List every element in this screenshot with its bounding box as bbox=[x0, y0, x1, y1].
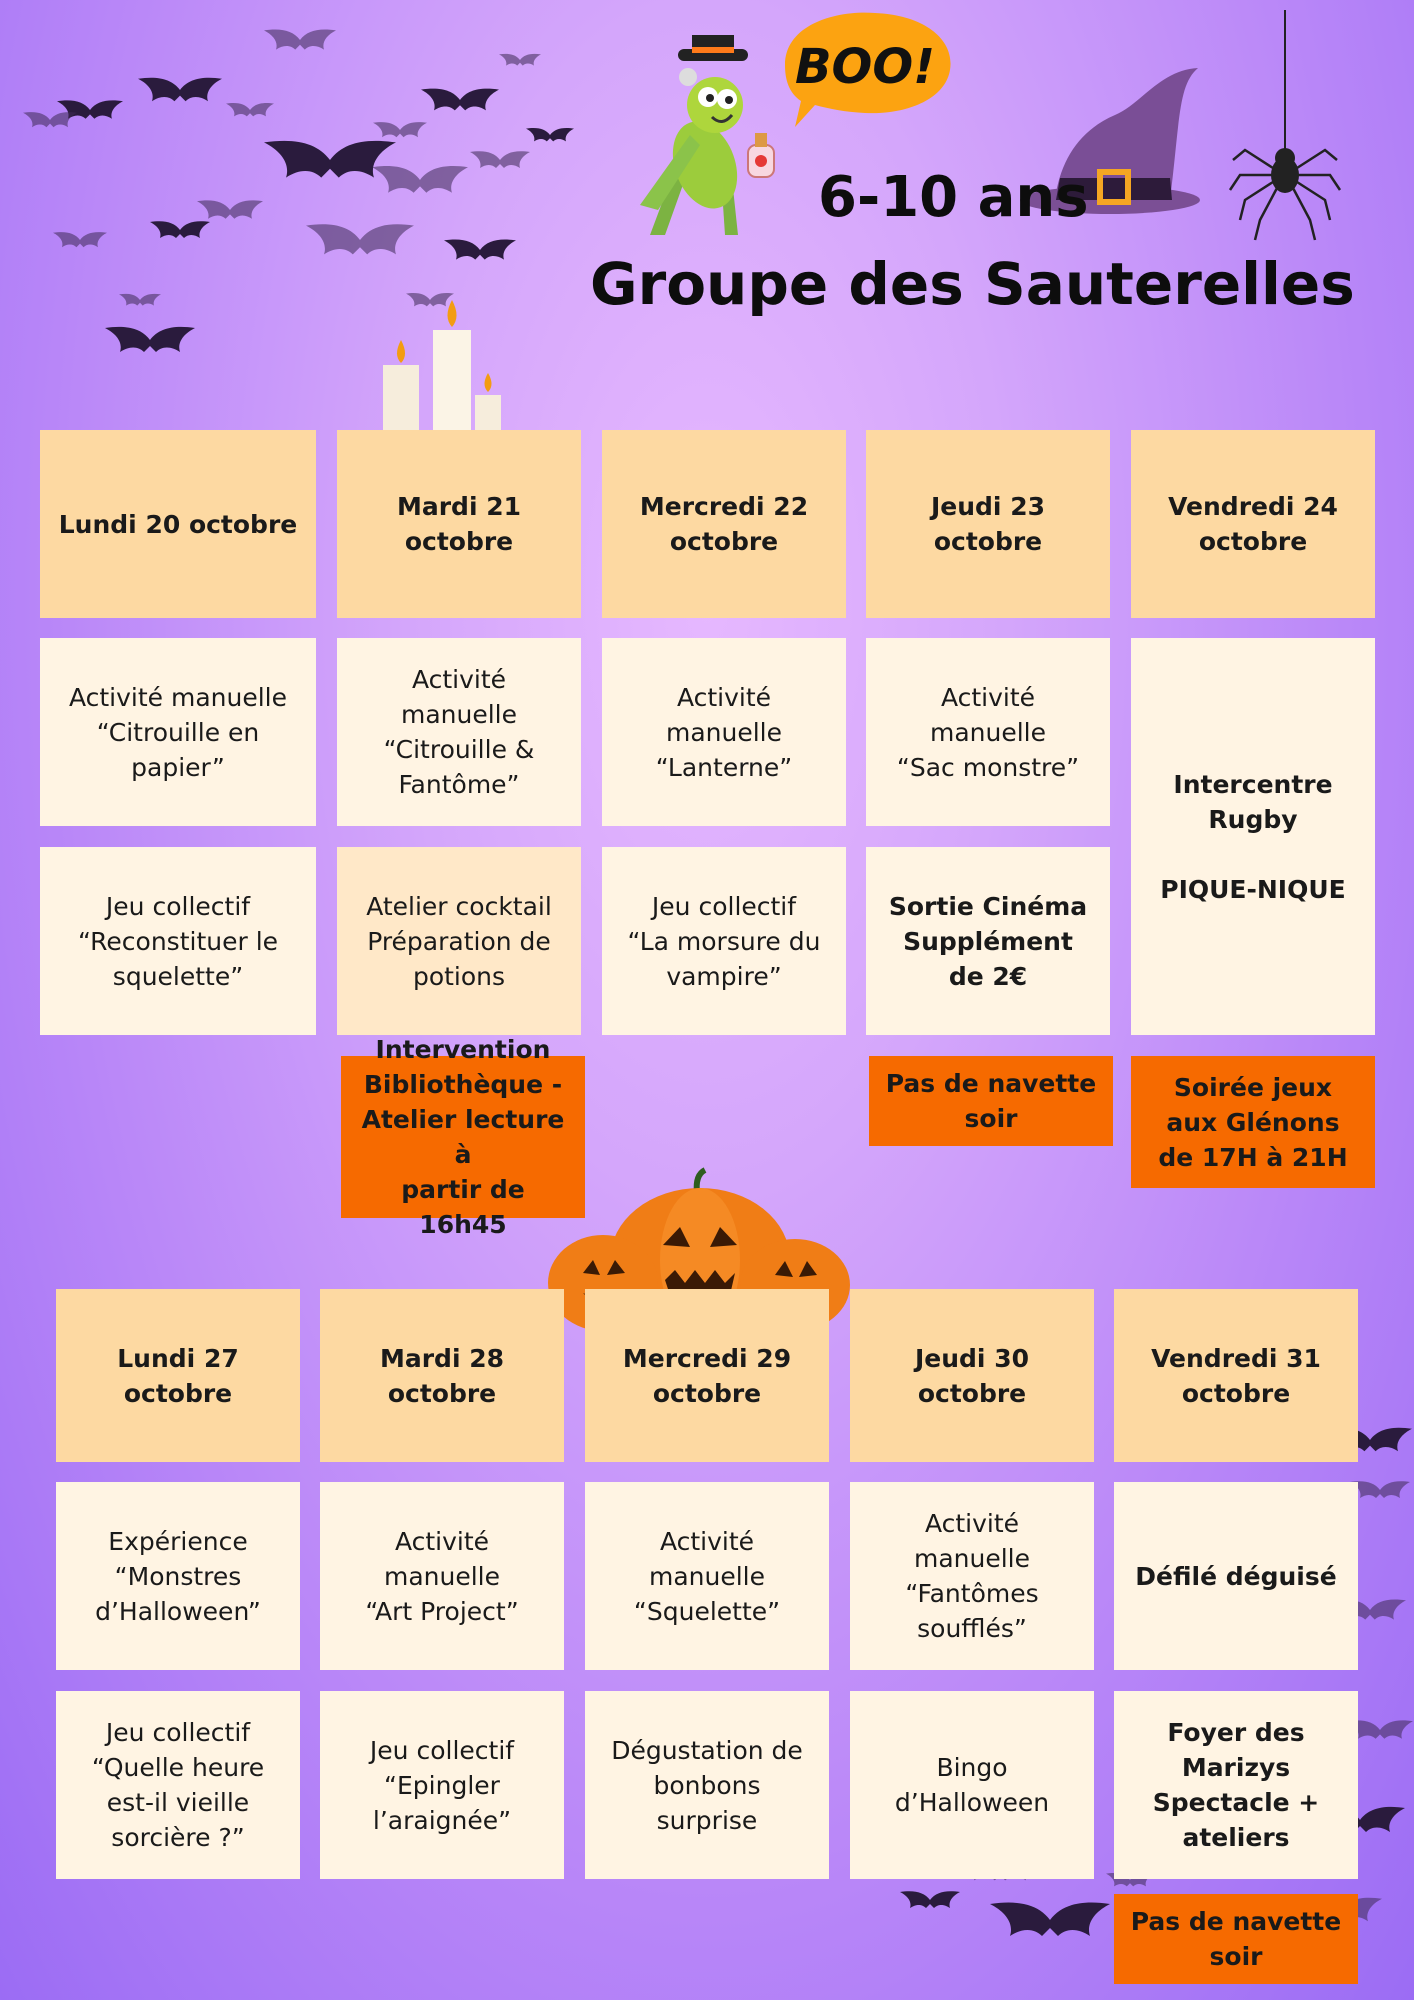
activity-tuesday-28-morning: Activité manuelle “Art Project” bbox=[320, 1482, 564, 1670]
activity-tuesday-28-afternoon: Jeu collectif “Epingler l’araignée” bbox=[320, 1691, 564, 1879]
day-header-wednesday-22: Mercredi 22 octobre bbox=[602, 430, 846, 618]
note-thursday-23-no-shuttle: Pas de navette soir bbox=[869, 1056, 1113, 1146]
day-header-thursday-30: Jeudi 30 octobre bbox=[850, 1289, 1094, 1462]
activity-tuesday-21-afternoon: Atelier cocktail Préparation de potions bbox=[337, 847, 581, 1035]
activity-thursday-30-morning: Activité manuelle “Fantômes soufflés” bbox=[850, 1482, 1094, 1670]
day-header-tuesday-21: Mardi 21 octobre bbox=[337, 430, 581, 618]
activity-friday-24-full-day: Intercentre Rugby PIQUE-NIQUE bbox=[1131, 638, 1375, 1035]
activity-thursday-23-afternoon: Sortie Cinéma Supplément de 2€ bbox=[866, 847, 1110, 1035]
activity-wednesday-22-afternoon: Jeu collectif “La morsure du vampire” bbox=[602, 847, 846, 1035]
note-tuesday-21-library: Intervention Bibliothèque - Atelier lecture à partir de 16h45 bbox=[341, 1056, 585, 1218]
day-header-tuesday-28: Mardi 28 octobre bbox=[320, 1289, 564, 1462]
day-header-wednesday-29: Mercredi 29 octobre bbox=[585, 1289, 829, 1462]
activity-friday-31-afternoon: Foyer des Marizys Spectacle + ateliers bbox=[1114, 1691, 1358, 1879]
day-header-monday-27: Lundi 27 octobre bbox=[56, 1289, 300, 1462]
activity-monday-27-afternoon: Jeu collectif “Quelle heure est-il vieille sorcière ?” bbox=[56, 1691, 300, 1879]
day-header-monday-20: Lundi 20 octobre bbox=[40, 430, 316, 618]
spider-illustration bbox=[1225, 10, 1345, 250]
activity-monday-27-morning: Expérience “Monstres d’Halloween” bbox=[56, 1482, 300, 1670]
day-header-friday-24: Vendredi 24 octobre bbox=[1131, 430, 1375, 618]
activity-monday-20-afternoon: Jeu collectif “Reconstituer le squelette” bbox=[40, 847, 316, 1035]
note-friday-24-games-evening: Soirée jeux aux Glénons de 17H à 21H bbox=[1131, 1056, 1375, 1188]
activity-monday-20-morning: Activité manuelle “Citrouille en papier” bbox=[40, 638, 316, 826]
day-header-friday-31: Vendredi 31 octobre bbox=[1114, 1289, 1358, 1462]
boo-text: BOO! bbox=[794, 39, 936, 95]
group-name-heading: Groupe des Sauterelles bbox=[590, 250, 1355, 318]
day-header-thursday-23: Jeudi 23 octobre bbox=[866, 430, 1110, 618]
activity-thursday-30-afternoon: Bingo d’Halloween bbox=[850, 1691, 1094, 1879]
activity-thursday-23-morning: Activité manuelle “Sac monstre” bbox=[866, 638, 1110, 826]
activity-friday-31-morning: Défilé déguisé bbox=[1114, 1482, 1358, 1670]
boo-speech-bubble bbox=[765, 5, 960, 130]
activity-wednesday-29-afternoon: Dégustation de bonbons surprise bbox=[585, 1691, 829, 1879]
age-range-heading: 6-10 ans bbox=[818, 165, 1089, 230]
activity-tuesday-21-morning: Activité manuelle “Citrouille & Fantôme” bbox=[337, 638, 581, 826]
activity-wednesday-22-morning: Activité manuelle “Lanterne” bbox=[602, 638, 846, 826]
note-friday-31-no-shuttle: Pas de navette soir bbox=[1114, 1894, 1358, 1984]
candles-illustration bbox=[375, 295, 515, 430]
activity-wednesday-29-morning: Activité manuelle “Squelette” bbox=[585, 1482, 829, 1670]
